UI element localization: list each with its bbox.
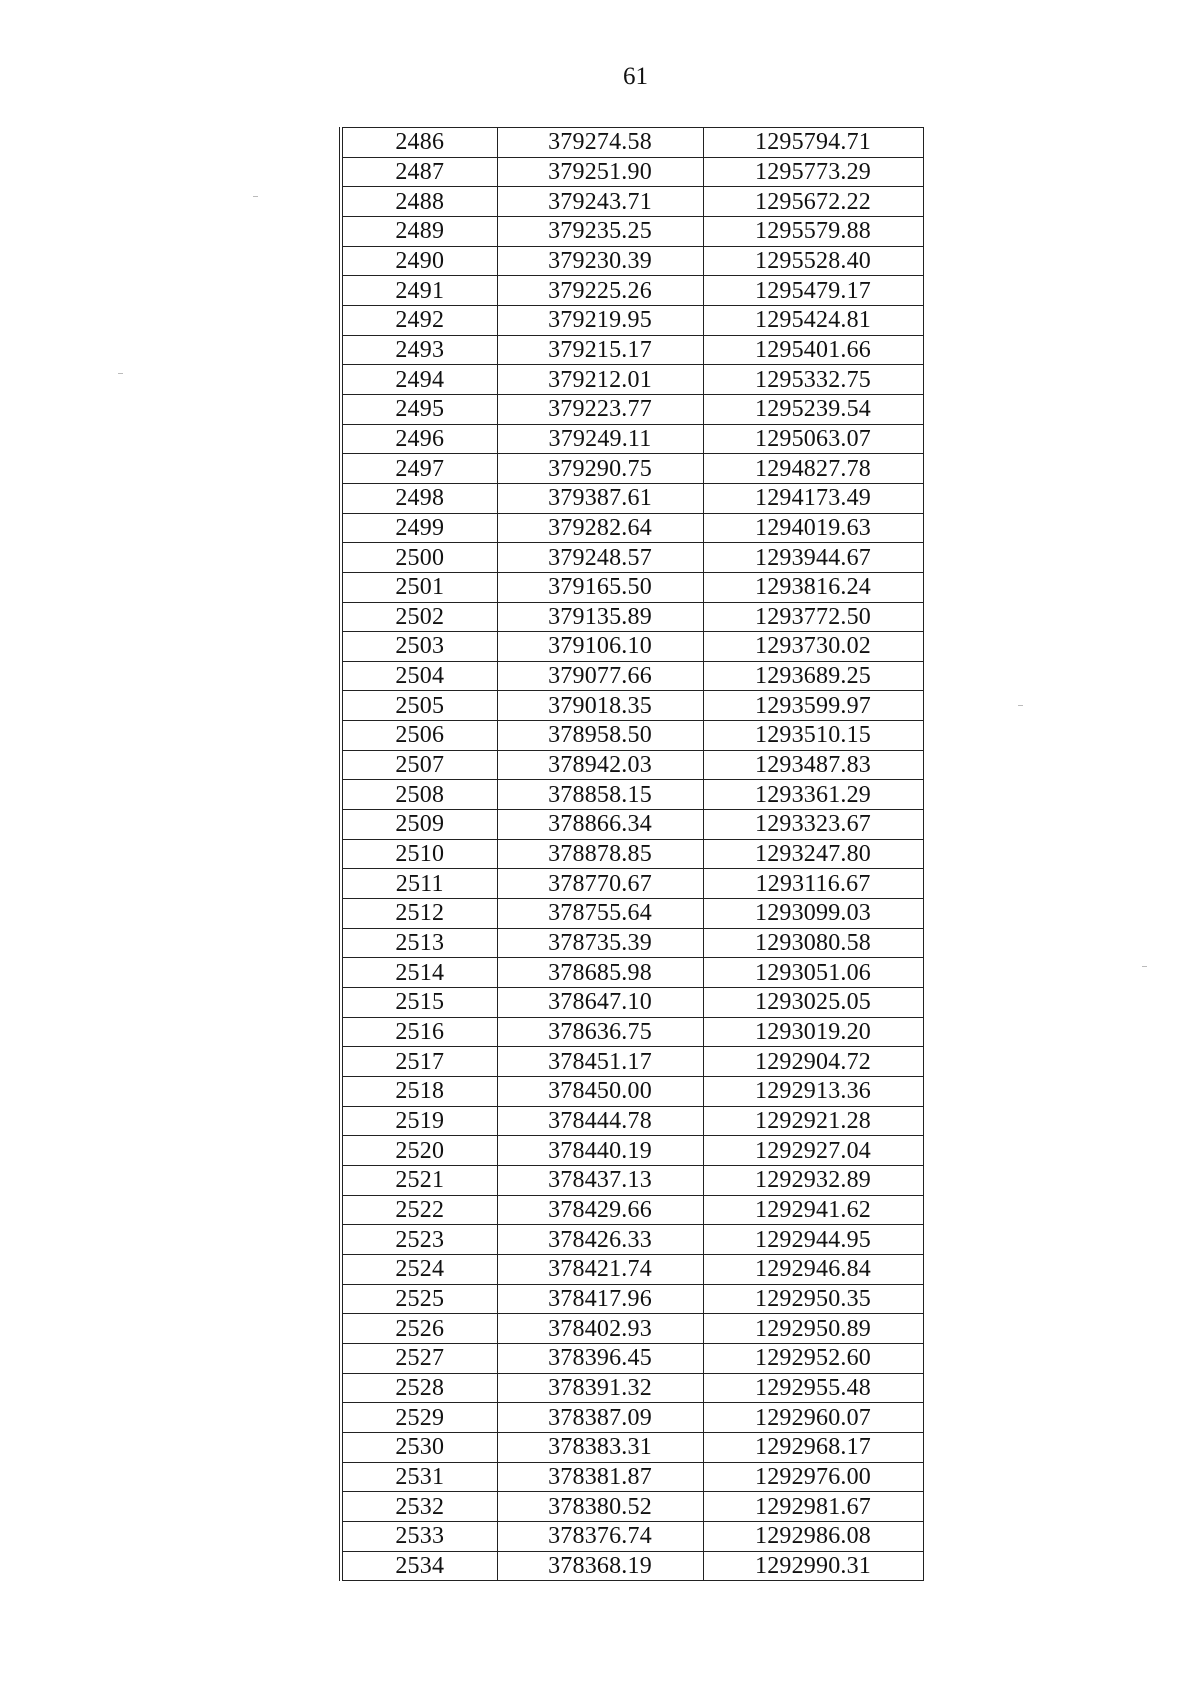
x-coordinate-cell: 378383.31: [497, 1432, 703, 1462]
coordinates-table: [339, 127, 924, 1581]
x-coordinate-cell: 379249.11: [497, 424, 703, 454]
table-row: [341, 958, 923, 988]
y-coordinate-cell: 1294173.49: [703, 483, 923, 513]
table-row: [341, 187, 923, 217]
point-number-cell: 2499: [341, 513, 497, 543]
y-coordinate-cell: 1292944.95: [703, 1225, 923, 1255]
point-number-cell: 2517: [341, 1047, 497, 1077]
x-coordinate-cell: 378755.64: [497, 899, 703, 929]
x-coordinate-cell: 379223.77: [497, 394, 703, 424]
y-coordinate-cell: 1292950.35: [703, 1284, 923, 1314]
table-row: [341, 216, 923, 246]
point-number-cell: 2494: [341, 365, 497, 395]
point-number-cell: 2522: [341, 1195, 497, 1225]
y-coordinate-cell: 1293361.29: [703, 780, 923, 810]
y-coordinate-cell: 1292968.17: [703, 1432, 923, 1462]
y-coordinate-cell: 1292932.89: [703, 1165, 923, 1195]
table-row: [341, 1373, 923, 1403]
point-number-cell: 2528: [341, 1373, 497, 1403]
point-number-cell: 2526: [341, 1314, 497, 1344]
point-number-cell: 2530: [341, 1432, 497, 1462]
y-coordinate-cell: 1295424.81: [703, 305, 923, 335]
y-coordinate-cell: 1293689.25: [703, 661, 923, 691]
point-number-cell: 2493: [341, 335, 497, 365]
y-coordinate-cell: 1293323.67: [703, 810, 923, 840]
y-coordinate-cell: 1295528.40: [703, 246, 923, 276]
point-number-cell: 2515: [341, 988, 497, 1018]
point-number-cell: 2514: [341, 958, 497, 988]
point-number-cell: 2519: [341, 1106, 497, 1136]
y-coordinate-cell: 1293944.67: [703, 543, 923, 573]
x-coordinate-cell: 378402.93: [497, 1314, 703, 1344]
x-coordinate-cell: 379248.57: [497, 543, 703, 573]
x-coordinate-cell: 378770.67: [497, 869, 703, 899]
y-coordinate-cell: 1293051.06: [703, 958, 923, 988]
x-coordinate-cell: 378451.17: [497, 1047, 703, 1077]
table-row: [341, 869, 923, 899]
x-coordinate-cell: 378396.45: [497, 1343, 703, 1373]
y-coordinate-cell: 1293487.83: [703, 750, 923, 780]
point-number-cell: 2525: [341, 1284, 497, 1314]
x-coordinate-cell: 379387.61: [497, 483, 703, 513]
point-number-cell: 2527: [341, 1343, 497, 1373]
x-coordinate-cell: 379135.89: [497, 602, 703, 632]
y-coordinate-cell: 1295579.88: [703, 216, 923, 246]
table-row: [341, 483, 923, 513]
table-row: [341, 1225, 923, 1255]
point-number-cell: 2492: [341, 305, 497, 335]
point-number-cell: 2513: [341, 928, 497, 958]
y-coordinate-cell: 1293247.80: [703, 839, 923, 869]
x-coordinate-cell: 378417.96: [497, 1284, 703, 1314]
point-number-cell: 2510: [341, 839, 497, 869]
y-coordinate-cell: 1292952.60: [703, 1343, 923, 1373]
x-coordinate-cell: 378958.50: [497, 721, 703, 751]
point-number-cell: 2487: [341, 157, 497, 187]
x-coordinate-cell: 378429.66: [497, 1195, 703, 1225]
table-row: [341, 721, 923, 751]
x-coordinate-cell: 378387.09: [497, 1403, 703, 1433]
point-number-cell: 2531: [341, 1462, 497, 1492]
table-row: [341, 750, 923, 780]
x-coordinate-cell: 379230.39: [497, 246, 703, 276]
point-number-cell: 2509: [341, 810, 497, 840]
table-row: [341, 365, 923, 395]
point-number-cell: 2512: [341, 899, 497, 929]
y-coordinate-cell: 1292955.48: [703, 1373, 923, 1403]
x-coordinate-cell: 379282.64: [497, 513, 703, 543]
x-coordinate-cell: 378368.19: [497, 1551, 703, 1581]
point-number-cell: 2488: [341, 187, 497, 217]
y-coordinate-cell: 1293772.50: [703, 602, 923, 632]
y-coordinate-cell: 1293510.15: [703, 721, 923, 751]
y-coordinate-cell: 1292960.07: [703, 1403, 923, 1433]
scan-mark: [1018, 705, 1023, 706]
y-coordinate-cell: 1293025.05: [703, 988, 923, 1018]
table-row: [341, 513, 923, 543]
point-number-cell: 2489: [341, 216, 497, 246]
point-number-cell: 2496: [341, 424, 497, 454]
x-coordinate-cell: 378391.32: [497, 1373, 703, 1403]
y-coordinate-cell: 1295239.54: [703, 394, 923, 424]
x-coordinate-cell: 378878.85: [497, 839, 703, 869]
y-coordinate-cell: 1295063.07: [703, 424, 923, 454]
table-row: [341, 1136, 923, 1166]
x-coordinate-cell: 379106.10: [497, 632, 703, 662]
y-coordinate-cell: 1293080.58: [703, 928, 923, 958]
point-number-cell: 2491: [341, 276, 497, 306]
table-row: [341, 1403, 923, 1433]
table-row: [341, 454, 923, 484]
page-number: 61: [623, 63, 648, 90]
x-coordinate-cell: 378440.19: [497, 1136, 703, 1166]
y-coordinate-cell: 1292941.62: [703, 1195, 923, 1225]
coordinates-table-body: [341, 128, 923, 1581]
point-number-cell: 2495: [341, 394, 497, 424]
x-coordinate-cell: 379235.25: [497, 216, 703, 246]
point-number-cell: 2508: [341, 780, 497, 810]
point-number-cell: 2523: [341, 1225, 497, 1255]
y-coordinate-cell: 1293099.03: [703, 899, 923, 929]
x-coordinate-cell: 378735.39: [497, 928, 703, 958]
table-row: [341, 1343, 923, 1373]
y-coordinate-cell: 1292976.00: [703, 1462, 923, 1492]
table-row: [341, 1254, 923, 1284]
y-coordinate-cell: 1292986.08: [703, 1521, 923, 1551]
y-coordinate-cell: 1295479.17: [703, 276, 923, 306]
x-coordinate-cell: 379165.50: [497, 572, 703, 602]
y-coordinate-cell: 1295672.22: [703, 187, 923, 217]
table-row: [341, 1165, 923, 1195]
y-coordinate-cell: 1292981.67: [703, 1492, 923, 1522]
table-row: [341, 246, 923, 276]
point-number-cell: 2524: [341, 1254, 497, 1284]
y-coordinate-cell: 1292921.28: [703, 1106, 923, 1136]
x-coordinate-cell: 378942.03: [497, 750, 703, 780]
x-coordinate-cell: 378858.15: [497, 780, 703, 810]
table-row: [341, 632, 923, 662]
x-coordinate-cell: 378647.10: [497, 988, 703, 1018]
y-coordinate-cell: 1295332.75: [703, 365, 923, 395]
scan-mark: [1142, 966, 1147, 967]
table-row: [341, 661, 923, 691]
table-row: [341, 1017, 923, 1047]
table-row: [341, 1432, 923, 1462]
y-coordinate-cell: 1293730.02: [703, 632, 923, 662]
y-coordinate-cell: 1292990.31: [703, 1551, 923, 1581]
table-row: [341, 839, 923, 869]
x-coordinate-cell: 378426.33: [497, 1225, 703, 1255]
x-coordinate-cell: 378636.75: [497, 1017, 703, 1047]
x-coordinate-cell: 379219.95: [497, 305, 703, 335]
table-row: [341, 1077, 923, 1107]
point-number-cell: 2533: [341, 1521, 497, 1551]
table-row: [341, 1195, 923, 1225]
y-coordinate-cell: 1292950.89: [703, 1314, 923, 1344]
table-row: [341, 780, 923, 810]
point-number-cell: 2501: [341, 572, 497, 602]
table-row: [341, 1106, 923, 1136]
point-number-cell: 2534: [341, 1551, 497, 1581]
table-row: [341, 1047, 923, 1077]
y-coordinate-cell: 1292913.36: [703, 1077, 923, 1107]
y-coordinate-cell: 1293019.20: [703, 1017, 923, 1047]
y-coordinate-cell: 1295401.66: [703, 335, 923, 365]
point-number-cell: 2498: [341, 483, 497, 513]
x-coordinate-cell: 379290.75: [497, 454, 703, 484]
table-row: [341, 1314, 923, 1344]
x-coordinate-cell: 379274.58: [497, 128, 703, 158]
x-coordinate-cell: 378376.74: [497, 1521, 703, 1551]
point-number-cell: 2505: [341, 691, 497, 721]
y-coordinate-cell: 1293599.97: [703, 691, 923, 721]
scan-mark: [253, 196, 258, 197]
table-row: [341, 988, 923, 1018]
table-row: [341, 1492, 923, 1522]
table-row: [341, 543, 923, 573]
table-row: [341, 691, 923, 721]
point-number-cell: 2521: [341, 1165, 497, 1195]
scan-mark: [118, 373, 123, 374]
y-coordinate-cell: 1295773.29: [703, 157, 923, 187]
table-row: [341, 276, 923, 306]
x-coordinate-cell: 378421.74: [497, 1254, 703, 1284]
point-number-cell: 2518: [341, 1077, 497, 1107]
table-row: [341, 1284, 923, 1314]
point-number-cell: 2502: [341, 602, 497, 632]
y-coordinate-cell: 1292904.72: [703, 1047, 923, 1077]
table-row: [341, 1521, 923, 1551]
x-coordinate-cell: 378444.78: [497, 1106, 703, 1136]
x-coordinate-cell: 378437.13: [497, 1165, 703, 1195]
point-number-cell: 2511: [341, 869, 497, 899]
table-row: [341, 128, 923, 158]
table-row: [341, 305, 923, 335]
x-coordinate-cell: 378685.98: [497, 958, 703, 988]
point-number-cell: 2490: [341, 246, 497, 276]
x-coordinate-cell: 379225.26: [497, 276, 703, 306]
point-number-cell: 2506: [341, 721, 497, 751]
table-row: [341, 572, 923, 602]
table-row: [341, 810, 923, 840]
y-coordinate-cell: 1292927.04: [703, 1136, 923, 1166]
table-row: [341, 157, 923, 187]
point-number-cell: 2516: [341, 1017, 497, 1047]
y-coordinate-cell: 1294827.78: [703, 454, 923, 484]
y-coordinate-cell: 1293816.24: [703, 572, 923, 602]
table-row: [341, 335, 923, 365]
x-coordinate-cell: 379215.17: [497, 335, 703, 365]
y-coordinate-cell: 1294019.63: [703, 513, 923, 543]
x-coordinate-cell: 379243.71: [497, 187, 703, 217]
point-number-cell: 2504: [341, 661, 497, 691]
y-coordinate-cell: 1292946.84: [703, 1254, 923, 1284]
point-number-cell: 2520: [341, 1136, 497, 1166]
point-number-cell: 2486: [341, 128, 497, 158]
point-number-cell: 2500: [341, 543, 497, 573]
x-coordinate-cell: 378866.34: [497, 810, 703, 840]
table-row: [341, 899, 923, 929]
table-row: [341, 1462, 923, 1492]
table-row: [341, 394, 923, 424]
x-coordinate-cell: 379251.90: [497, 157, 703, 187]
x-coordinate-cell: 379018.35: [497, 691, 703, 721]
point-number-cell: 2503: [341, 632, 497, 662]
point-number-cell: 2497: [341, 454, 497, 484]
x-coordinate-cell: 378450.00: [497, 1077, 703, 1107]
x-coordinate-cell: 378380.52: [497, 1492, 703, 1522]
point-number-cell: 2507: [341, 750, 497, 780]
point-number-cell: 2529: [341, 1403, 497, 1433]
point-number-cell: 2532: [341, 1492, 497, 1522]
table-row: [341, 424, 923, 454]
x-coordinate-cell: 379077.66: [497, 661, 703, 691]
y-coordinate-cell: 1295794.71: [703, 128, 923, 158]
table-row: [341, 602, 923, 632]
x-coordinate-cell: 379212.01: [497, 365, 703, 395]
x-coordinate-cell: 378381.87: [497, 1462, 703, 1492]
table-row: [341, 1551, 923, 1581]
y-coordinate-cell: 1293116.67: [703, 869, 923, 899]
table-row: [341, 928, 923, 958]
